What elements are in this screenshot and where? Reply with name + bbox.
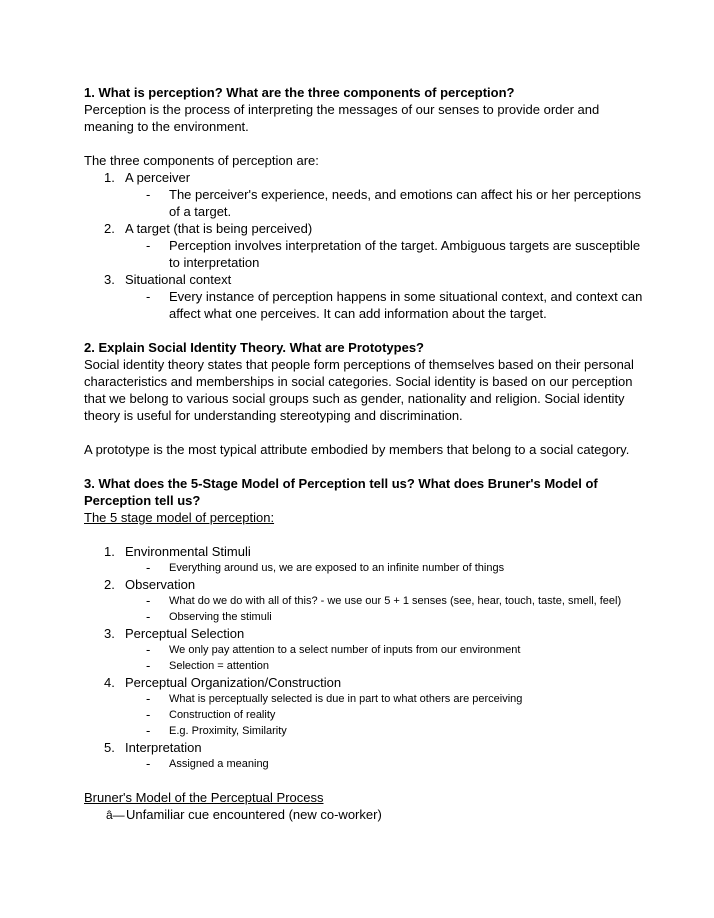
- dash-bullet: -: [146, 756, 151, 771]
- list-number: 5.: [104, 740, 115, 755]
- sub-item-text: We only pay attention to a select number of inputs from our environment: [169, 644, 521, 656]
- list-item-label: Perceptual Selection: [125, 626, 245, 641]
- list-number: 2.: [104, 577, 115, 592]
- dash-bullet: -: [146, 723, 151, 738]
- q2-paragraph-1: Social identity theory states that people form perceptions of themselves based on their personal characteristics and memberships in social categories. Social identity is based on our perception that we belong to various social groups such as gender, nationality and religion. Social identity theory is useful for understanding stereotyping and discrimination.: [84, 357, 634, 423]
- dash-bullet: -: [146, 238, 151, 253]
- sub-item: [84, 723, 644, 739]
- sub-item-text: Observing the stimuli: [169, 611, 272, 623]
- list-item: [84, 271, 644, 288]
- document-body: [84, 84, 644, 824]
- list-item-label: Environmental Stimuli: [125, 544, 251, 559]
- dash-bullet: -: [146, 707, 151, 722]
- list-item: [84, 543, 644, 560]
- sub-item-text: Every instance of perception happens in some situational context, and context can affect what one perceives. It can add information about the target.: [169, 289, 643, 321]
- q1-definition: Perception is the process of interpreting the messages of our senses to provide order and meaning to the environment.: [84, 102, 600, 134]
- q3-heading: 3. What does the 5-Stage Model of Perception tell us? What does Bruner's Model of Perception tell us?: [84, 476, 598, 508]
- sub-item-text: What do we do with all of this? - we use our 5 + 1 senses (see, hear, touch, taste, smell, feel): [169, 595, 622, 607]
- q1-heading: 1. What is perception? What are the three components of perception?: [84, 85, 515, 100]
- q2-heading: 2. Explain Social Identity Theory. What are Prototypes?: [84, 340, 424, 355]
- q1-intro: The three components of perception are:: [84, 153, 319, 168]
- list-number: 3.: [104, 626, 115, 641]
- sub-item-text: Construction of reality: [169, 709, 276, 721]
- components-list: [84, 169, 644, 322]
- sub-item: [84, 642, 644, 658]
- list-item-label: Situational context: [125, 272, 232, 287]
- dash-bullet: -: [146, 187, 151, 202]
- sub-item: [84, 560, 644, 576]
- list-item: [84, 625, 644, 642]
- list-item: [84, 169, 644, 186]
- sub-item: [84, 288, 644, 322]
- q2-paragraph-2: A prototype is the most typical attribute embodied by members that belong to a social category.: [84, 442, 630, 457]
- sub-item-text: Selection = attention: [169, 660, 269, 672]
- list-item: [84, 220, 644, 237]
- sub-item-text: Assigned a meaning: [169, 758, 269, 770]
- sub-item: [84, 593, 644, 609]
- sub-item-text: Perception involves interpretation of the target. Ambiguous targets are susceptible to interpretation: [169, 238, 641, 270]
- bruner-first-step-text: Unfamiliar cue encountered (new co-worker): [126, 807, 382, 822]
- list-item: [84, 739, 644, 756]
- stages-list: [84, 543, 644, 772]
- dash-bullet: -: [146, 658, 151, 673]
- list-number: 1.: [104, 170, 115, 185]
- sub-item: [84, 609, 644, 625]
- sub-item-text: Everything around us, we are exposed to an infinite number of things: [169, 562, 505, 574]
- list-number: 1.: [104, 544, 115, 559]
- list-number: 3.: [104, 272, 115, 287]
- sub-item: [84, 691, 644, 707]
- sub-item: [84, 707, 644, 723]
- dash-bullet: -: [146, 609, 151, 624]
- list-number: 2.: [104, 221, 115, 236]
- dash-bullet: -: [146, 289, 151, 304]
- list-item-label: Perceptual Organization/Construction: [125, 675, 342, 690]
- bullet-glyph: â—: [106, 808, 125, 822]
- sub-item-text: What is perceptually selected is due in part to what others are perceiving: [169, 693, 523, 705]
- dash-bullet: -: [146, 560, 151, 575]
- sub-item-text: E.g. Proximity, Similarity: [169, 725, 287, 737]
- list-item-label: A perceiver: [125, 170, 191, 185]
- sub-item: [84, 658, 644, 674]
- list-item: [84, 576, 644, 593]
- list-item-label: Interpretation: [125, 740, 202, 755]
- sub-item: [84, 186, 644, 220]
- sub-item: [84, 756, 644, 772]
- dash-bullet: -: [146, 691, 151, 706]
- dash-bullet: -: [146, 593, 151, 608]
- list-number: 4.: [104, 675, 115, 690]
- dash-bullet: -: [146, 642, 151, 657]
- list-item-label: Observation: [125, 577, 196, 592]
- sub-item: [84, 237, 644, 271]
- list-item-label: A target (that is being perceived): [125, 221, 313, 236]
- bruner-first-step: [84, 806, 644, 824]
- list-item: [84, 674, 644, 691]
- bruner-heading: Bruner's Model of the Perceptual Process: [84, 790, 324, 805]
- five-stage-subheading: The 5 stage model of perception:: [84, 510, 275, 525]
- sub-item-text: The perceiver's experience, needs, and emotions can affect his or her perceptions of a target.: [169, 187, 641, 219]
